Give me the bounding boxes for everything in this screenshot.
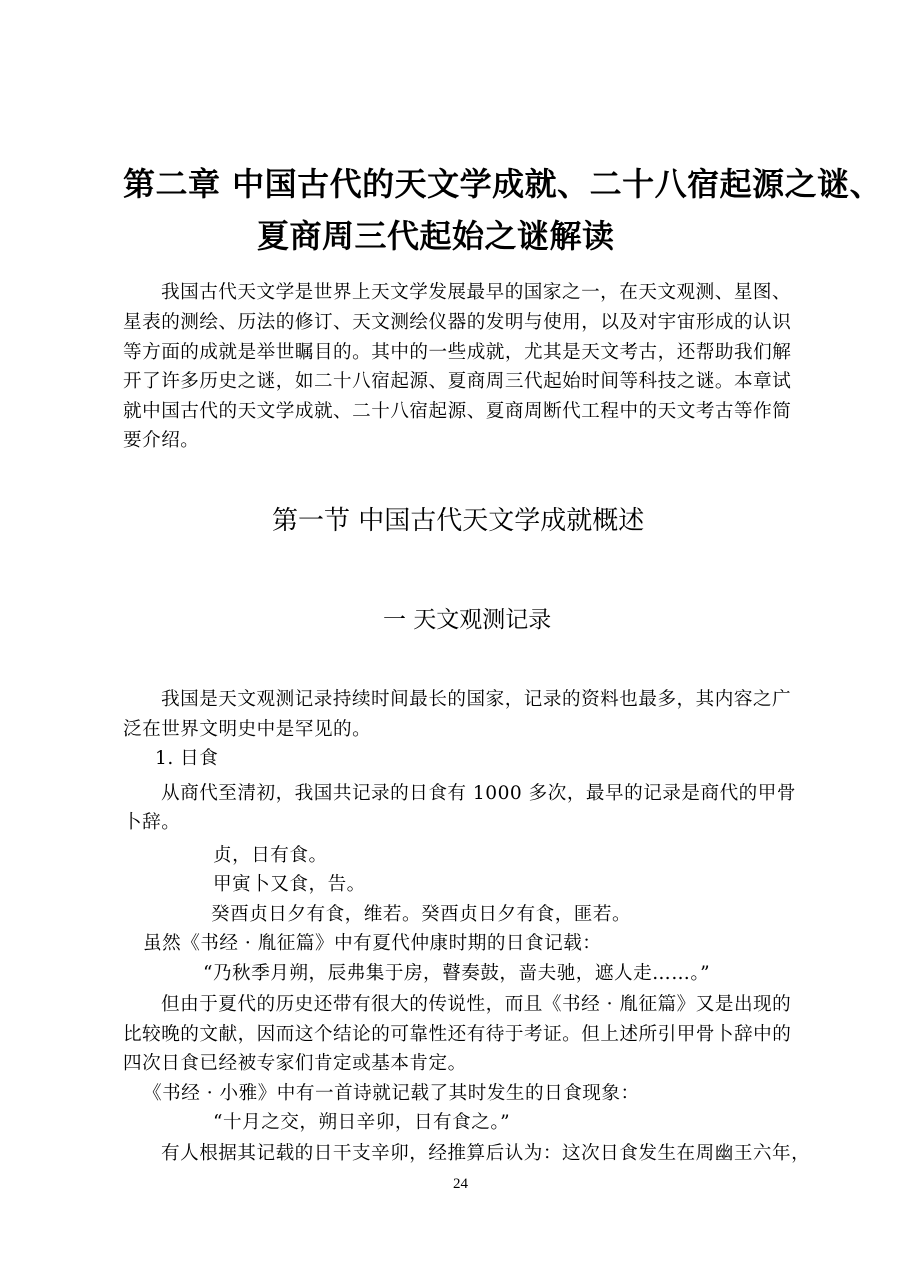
chapter-title-line-2: 夏商周三代起始之谜解读 xyxy=(257,217,615,255)
quote-2: “十月之交，朔日辛卯，日有食之。” xyxy=(213,1112,511,1133)
body-p1-line-2: 泛在世界文明史中是罕见的。 xyxy=(123,719,372,740)
body-p5: 《书经 · 小雅》中有一首诗就记载了其时发生的日食现象： xyxy=(143,1083,640,1104)
intro-line-5: 就中国古代的天文学成就、二十八宿起源、夏商周断代工程中的天文考古等作简 xyxy=(123,401,792,422)
body-p6: 有人根据其记载的日干支辛卯，经推算后认为：这次日食发生在周幽王六年， xyxy=(161,1143,811,1164)
intro-line-4: 开了许多历史之谜，如二十八宿起源、夏商周三代起始时间等科技之谜。本章试 xyxy=(123,371,792,392)
section-title: 第一节 中国古代天文学成就概述 xyxy=(272,506,645,536)
oracle-quote-3: 癸酉贞日夕有食，维若。癸酉贞日夕有食，匪若。 xyxy=(211,904,632,925)
subsection-title: 一 天文观测记录 xyxy=(383,607,552,633)
chapter-title-line-1: 第二章 中国古代的天文学成就、二十八宿起源之谜、 xyxy=(123,165,883,203)
oracle-quote-1: 贞，日有食。 xyxy=(213,845,328,866)
body-p4-line-1: 但由于夏代的历史还带有很大的传说性，而且《书经 · 胤征篇》又是出现的 xyxy=(161,994,792,1015)
body-p1-line-1: 我国是天文观测记录持续时间最长的国家，记录的资料也最多，其内容之广 xyxy=(161,689,792,710)
intro-line-3: 等方面的成就是举世瞩目的。其中的一些成就，尤其是天文考古，还帮助我们解 xyxy=(123,342,792,363)
oracle-quote-2: 甲寅卜又食，告。 xyxy=(213,874,366,895)
body-p3: 虽然《书经 · 胤征篇》中有夏代仲康时期的日食记载： xyxy=(143,933,602,954)
body-p2-line-1: 从商代至清初，我国共记录的日食有 1000 多次，最早的记录是商代的甲骨 xyxy=(161,783,796,804)
intro-line-6: 要介绍。 xyxy=(123,430,200,451)
body-p4-line-2: 比较晚的文献，因而这个结论的可靠性还有待于考证。但上述所引甲骨卜辞中的 xyxy=(123,1024,792,1045)
page-number: 24 xyxy=(453,1176,468,1192)
item-heading-solar-eclipse: 1. 日食 xyxy=(155,748,219,769)
body-p4-line-3: 四次日食已经被专家们肯定或基本肯定。 xyxy=(123,1053,467,1074)
intro-line-2: 星表的测绘、历法的修订、天文测绘仪器的发明与使用，以及对宇宙形成的认识 xyxy=(123,312,792,333)
quote-1: “乃秋季月朔，辰弗集于房，瞽奏鼓，啬夫驰，遮人走……。” xyxy=(203,963,711,984)
body-p2-line-2: 卜辞。 xyxy=(123,812,181,833)
intro-line-1: 我国古代天文学是世界上天文学发展最早的国家之一，在天文观测、星图、 xyxy=(161,282,792,303)
